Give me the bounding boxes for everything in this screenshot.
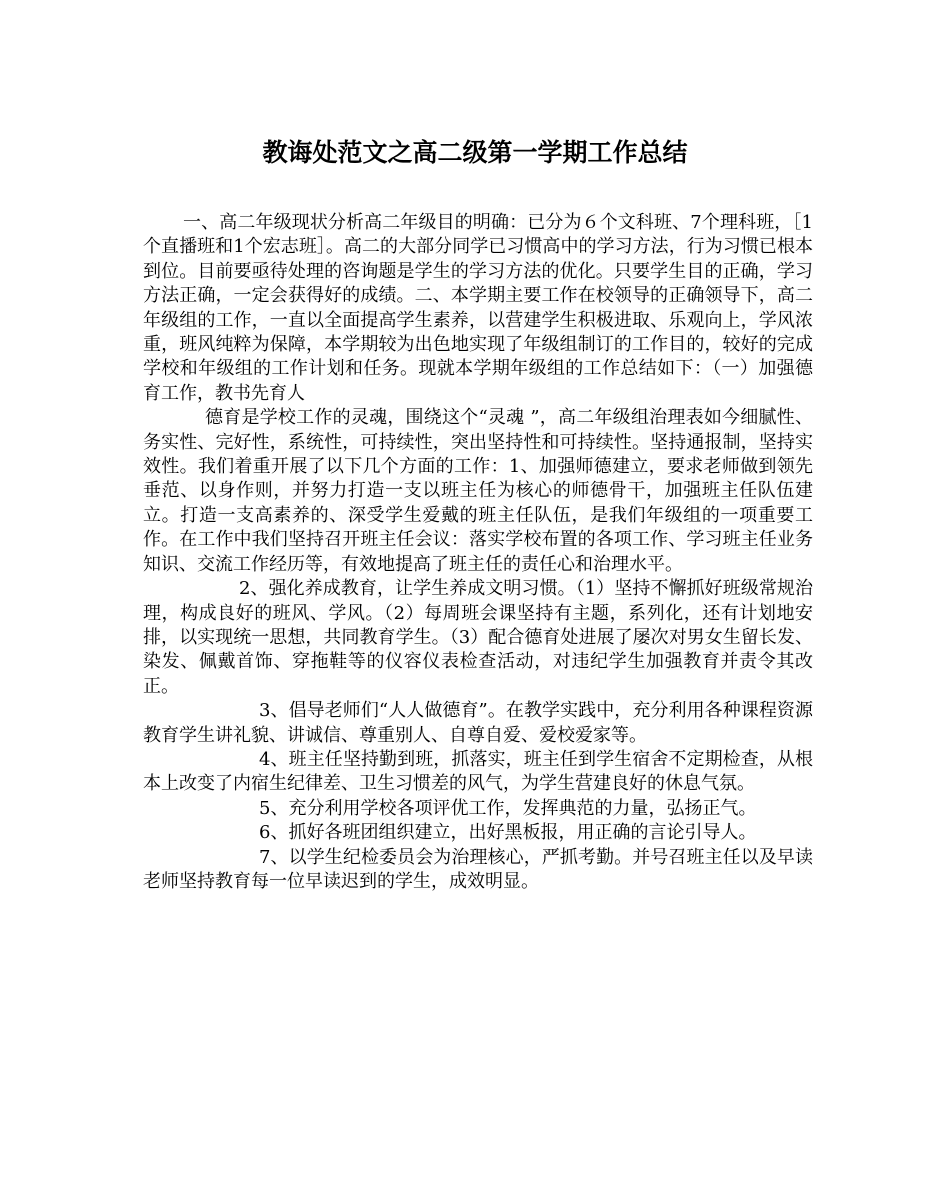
document-title: 教诲处范文之高二级第一学期工作总结 [262, 138, 688, 167]
paragraph-item-5: 5、充分利用学校各项评优工作，发挥典范的力量，弘扬正气。 [259, 797, 757, 819]
paragraph-item-3: 3、倡导老师们“人人做德育”。在教学实践中，充分利用各种课程资源教育学生讲礼貌、讲诚信、尊重别人、自尊自爱、爱校爱家等。 [143, 700, 813, 746]
paragraph-moral-education: 德育是学校工作的灵魂，围绕这个“灵魂 ”，高二年级组治理表如今细腻性、务实性、完好性，系统性，可持续性，突出坚持性和可持续性。坚持通报制，坚持实效性。我们着重开展了以下几个方面的工作：1、加强师德建立，要求老师做到领先垂范、以身作则，并努力打造一支以班主任为核心的师德骨干，加强班主任队伍建立。打造一支高素养的、深受学生爱戴的班主任队伍，是我们年级组的一项重要工作。在工作中我们坚持召开班主任会议：落实学校布置的各项工作、学习班主任业务知识、交流工作经历等，有效地提高了班主任的责任心和治理水平。 [143, 407, 813, 575]
paragraph-item-4: 4、班主任坚持勤到班，抓落实，班主任到学生宿舍不定期检查，从根本上改变了内宿生纪律差、卫生习惯差的风气，为学生营建良好的休息气氛。 [143, 748, 813, 795]
paragraph-intro: 一、高二年级现状分析高二年级目的明确：已分为６个文科班、7个理科班，［1个直播班和1个宏志班］。高二的大部分同学已习惯高中的学习方法，行为习惯已根本到位。目前要亟待处理的咨询题是学生的学习方法的优化。只要学生目的正确，学习方法正确，一定会获得好的成绩。二、本学期主要工作在校领导的正确领导下，高二年级组的工作，一直以全面提高学生素养，以营建学生积极进取、乐观向上，学风浓重，班风纯粹为保障，本学期较为出色地实现了年级组制订的工作目的，较好的完成学校和年级组的工作计划和任务。现就本学期年级组的工作总结如下：（一）加强德育工作，教书先育人 [143, 212, 813, 404]
paragraph-item-6: 6、抓好各班团组织建立，出好黑板报，用正确的言论引导人。 [259, 822, 757, 844]
paragraph-item-2: 2、强化养成教育，让学生养成文明习惯。（1）坚持不懈抓好班级常规治理，构成良好的班风、学风。（2）每周班会课坚持有主题，系列化，还有计划地安排，以实现统一思想，共同教育学生。（3）配合德育处进展了屡次对男女生留长发、染发、佩戴首饰、穿拖鞋等的仪容仪表检查活动，对违纪学生加强教育并责令其改正。 [143, 578, 813, 697]
document-body [143, 211, 813, 894]
paragraph-item-7: 7、以学生纪检委员会为治理核心，严抓考勤。并号召班主任以及早读老师坚持教育每一位早读迟到的学生，成效明显。 [143, 846, 813, 892]
